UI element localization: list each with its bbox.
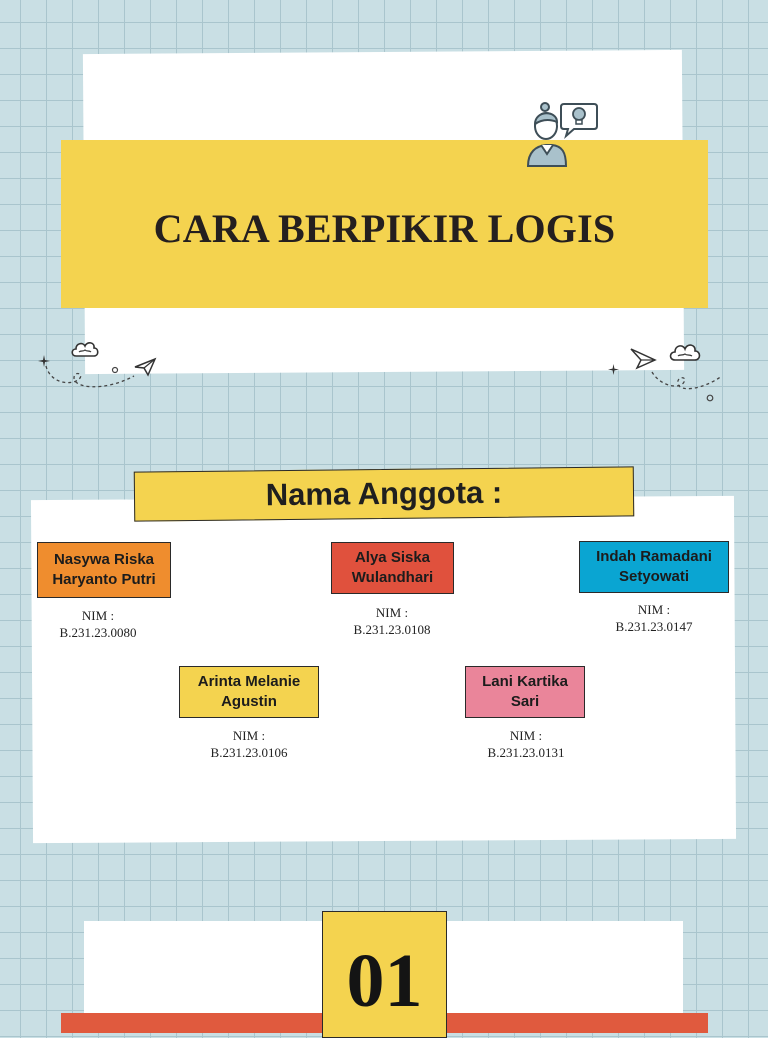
nim-value: B.231.23.0147	[615, 619, 693, 634]
nim-label: NIM :	[637, 602, 671, 617]
member-nim	[169, 727, 329, 761]
member-name: Indah Ramadani Setyowati	[596, 548, 712, 585]
member-nim	[446, 727, 606, 761]
member-name-box	[579, 541, 729, 593]
nim-value: B.231.23.0131	[487, 745, 565, 760]
member-nim	[312, 604, 472, 638]
member-name-box	[465, 666, 585, 718]
dashed-path-doodle	[650, 368, 726, 404]
nim-value: B.231.23.0080	[59, 625, 137, 640]
dashed-path-doodle	[44, 362, 144, 394]
paper-plane-icon	[134, 358, 156, 376]
member-name-box	[37, 542, 171, 598]
person-idea-icon	[522, 98, 600, 170]
nim-value: B.231.23.0106	[210, 745, 288, 760]
nim-label: NIM :	[81, 608, 115, 623]
member-name: Lani Kartika Sari	[482, 673, 568, 710]
nim-label: NIM :	[509, 728, 543, 743]
member-nim	[18, 607, 178, 641]
title-band	[61, 140, 708, 308]
nim-label: NIM :	[232, 728, 266, 743]
paper-plane-icon	[630, 348, 656, 370]
section-number: 01	[346, 939, 423, 1023]
members-heading: Nama Anggota :	[265, 474, 503, 513]
member-nim	[574, 601, 734, 635]
cloud-icon	[70, 338, 100, 360]
members-heading-box	[134, 466, 634, 521]
member-name: Arinta Melanie Agustin	[197, 673, 301, 710]
member-name-box	[179, 666, 319, 718]
member-name: Nasywa Riska Haryanto Putri	[52, 551, 156, 588]
page-title: CARA BERPIKIR LOGIS	[153, 205, 616, 251]
nim-label: NIM :	[375, 605, 409, 620]
member-name: Alya Siska Wulandhari	[351, 549, 434, 586]
nim-value: B.231.23.0108	[353, 622, 431, 637]
sparkle-icon	[608, 364, 619, 375]
member-name-box	[331, 542, 454, 594]
section-number-box	[322, 911, 447, 1038]
cloud-icon	[668, 340, 702, 364]
